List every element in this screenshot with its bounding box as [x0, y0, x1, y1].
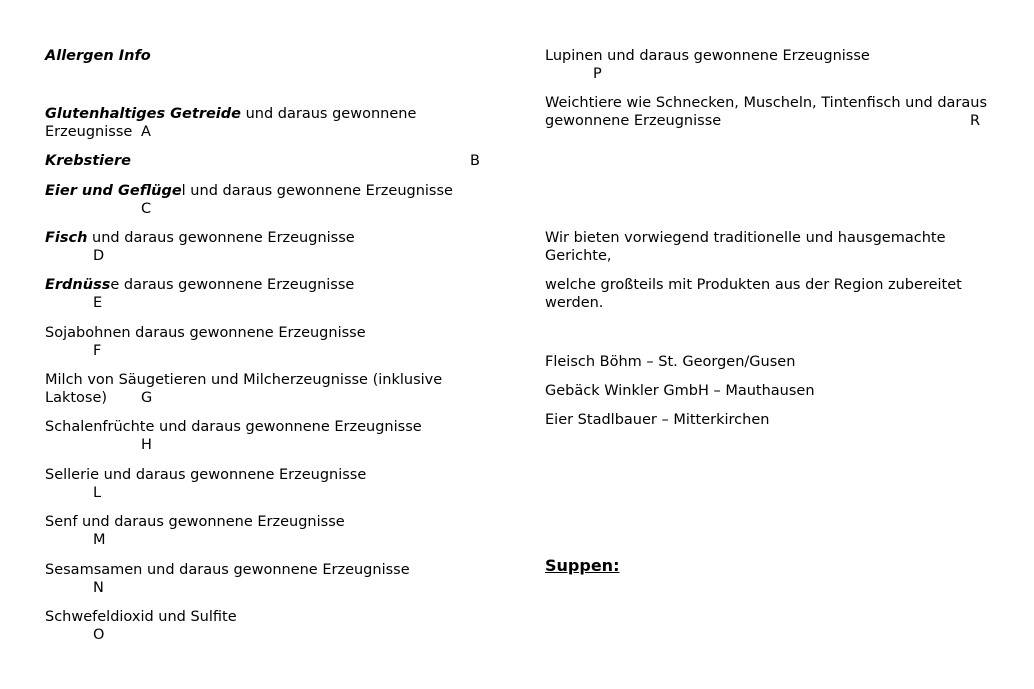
allergen-desc: und daraus gewonnene Erzeugnisse	[87, 230, 355, 246]
intro-paragraph-2	[545, 276, 962, 312]
allergen-code: A	[141, 124, 151, 140]
allergen-code: L	[93, 485, 102, 501]
allergen-item-r	[545, 94, 987, 130]
allergen-desc: l und daraus gewonnene Erzeugnisse	[181, 183, 453, 199]
intro-text: Gerichte,	[545, 248, 612, 264]
supplier-text: Fleisch Böhm – St. Georgen/Gusen	[545, 354, 796, 370]
allergen-item-n	[45, 561, 410, 597]
supplier-item	[545, 382, 815, 400]
allergen-code: F	[93, 343, 102, 359]
allergen-title	[45, 47, 151, 65]
intro-text: werden.	[545, 295, 604, 311]
allergen-item-o	[45, 608, 237, 644]
allergen-code: M	[93, 532, 106, 548]
allergen-code: E	[93, 295, 103, 311]
allergen-item-a	[45, 105, 416, 141]
allergen-item-m	[45, 513, 345, 549]
allergen-code: B	[470, 153, 480, 169]
supplier-item	[545, 411, 769, 429]
allergen-code: H	[141, 437, 152, 453]
intro-text: Wir bieten vorwiegend traditionelle und hausgemachte	[545, 230, 946, 246]
section-heading-text: Suppen:	[545, 556, 620, 575]
allergen-desc: Weichtiere wie Schnecken, Muscheln, Tintenfisch und daraus	[545, 95, 988, 111]
allergen-item-p	[545, 47, 870, 83]
section-heading	[545, 557, 619, 576]
allergen-code: R	[970, 113, 981, 129]
allergen-desc: Schwefeldioxid und Sulfite	[45, 609, 237, 625]
supplier-text: Gebäck Winkler GmbH – Mauthausen	[545, 383, 815, 399]
allergen-desc: Sellerie und daraus gewonnene Erzeugnisse	[45, 467, 367, 483]
allergen-item-h	[45, 418, 422, 454]
allergen-desc: Sojabohnen daraus gewonnene Erzeugnisse	[45, 325, 366, 341]
allergen-item-d	[45, 229, 355, 265]
allergen-desc: und daraus gewonnene	[241, 106, 417, 122]
allergen-desc: e daraus gewonnene Erzeugnisse	[110, 277, 355, 293]
allergen-name: Eier und Geflüge	[45, 183, 182, 199]
allergen-desc: Sesamsamen und daraus gewonnene Erzeugnisse	[45, 562, 410, 578]
allergen-desc: Schalenfrüchte und daraus gewonnene Erzeugnisse	[45, 419, 422, 435]
allergen-desc: Lupinen und daraus gewonnene Erzeugnisse	[545, 48, 870, 64]
allergen-desc-cont: gewonnene Erzeugnisse	[545, 113, 722, 129]
allergen-name: Erdnüss	[45, 277, 111, 293]
allergen-item-e	[45, 276, 354, 312]
allergen-code: O	[93, 627, 105, 643]
allergen-title-text: Allergen Info	[45, 48, 151, 64]
allergen-name: Glutenhaltiges Getreide	[45, 106, 241, 122]
allergen-item-c	[45, 182, 453, 218]
intro-paragraph-1	[545, 229, 946, 265]
allergen-code: P	[593, 66, 602, 82]
allergen-item-b	[45, 152, 480, 170]
allergen-code: D	[93, 248, 105, 264]
supplier-item	[545, 353, 795, 371]
allergen-item-g	[45, 371, 442, 407]
allergen-desc: Milch von Säugetieren und Milcherzeugnisse (inklusive	[45, 372, 443, 388]
allergen-desc-cont: Erzeugnisse	[45, 124, 133, 140]
allergen-name: Fisch	[45, 230, 88, 246]
allergen-code: C	[141, 201, 152, 217]
intro-text: welche großteils mit Produkten aus der Region zubereitet	[545, 277, 962, 293]
allergen-code: G	[141, 390, 153, 406]
supplier-text: Eier Stadlbauer – Mitterkirchen	[545, 412, 770, 428]
allergen-item-l	[45, 466, 366, 502]
allergen-desc-cont: Laktose)	[45, 390, 108, 406]
allergen-code: N	[93, 580, 104, 596]
allergen-name: Krebstiere	[45, 153, 131, 169]
allergen-item-f	[45, 324, 366, 360]
allergen-desc: Senf und daraus gewonnene Erzeugnisse	[45, 514, 345, 530]
